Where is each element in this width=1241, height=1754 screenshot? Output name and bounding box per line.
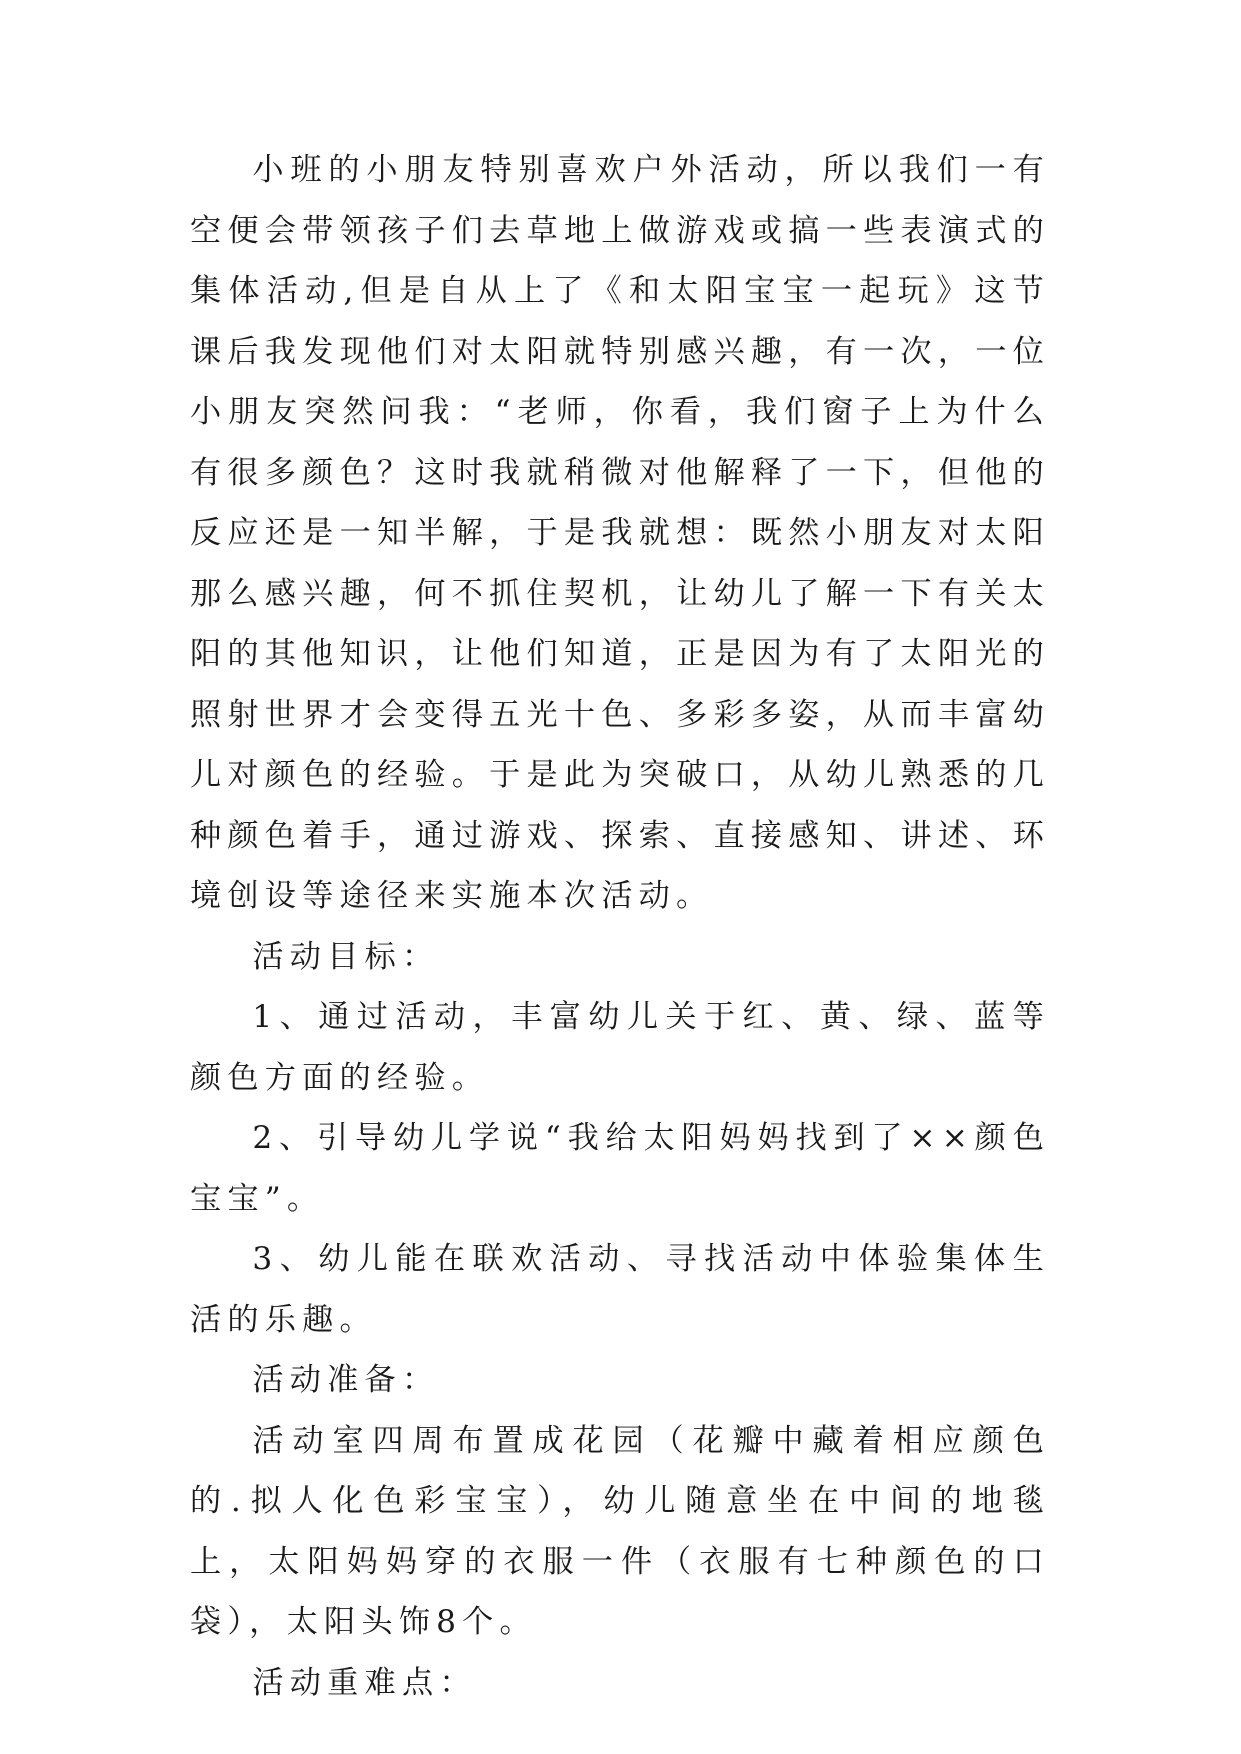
prep-paragraph: 活动室四周布置成花园（花瓣中藏着相应颜色的.拟人化色彩宝宝），幼儿随意坐在中间的地毯上，太阳妈妈穿的衣服一件（衣服有七种颜色的口袋），太阳头饰8个。 xyxy=(190,1422,1050,1640)
goal-item-2: 2、引导幼儿学说“我给太阳妈妈找到了××颜色宝宝”。 xyxy=(190,1120,1050,1217)
intro-paragraph: 小班的小朋友特别喜欢户外活动，所以我们一有空便会带领孩子们去草地上做游戏或搞一些表演式的集体活动,但是自从上了《和太阳宝宝一起玩》这节课后我发现他们对太阳就特别感兴趣，有一次，一位小朋友突然问我：“老师，你看，我们窗子上为什么有很多颜色？这时我就稍微对他解释了一下，但他的反应还是一知半解，于是我就想：既然小朋友对太阳那么感兴趣，何不抓住契机，让幼儿了解一下有关太阳的其他知识，让他们知道，正是因为有了太阳光的照射世界才会变得五光十色、多彩多姿，从而丰富幼儿对颜色的经验。于是此为突破口，从幼儿熟悉的几种颜色着手，通过游戏、探索、直接感知、讲述、环境创设等途径来实施本次活动。 xyxy=(190,152,1050,914)
goals-heading: 活动目标： xyxy=(252,938,440,975)
keypoints-heading: 活动重难点： xyxy=(252,1664,477,1701)
goal-item-3: 3、幼儿能在联欢活动、寻找活动中体验集体生活的乐趣。 xyxy=(190,1241,1050,1338)
prep-heading: 活动准备： xyxy=(252,1362,440,1398)
document-page xyxy=(190,140,1050,1713)
goal-item-1: 1、通过活动，丰富幼儿关于红、黄、绿、蓝等颜色方面的经验。 xyxy=(190,999,1050,1096)
